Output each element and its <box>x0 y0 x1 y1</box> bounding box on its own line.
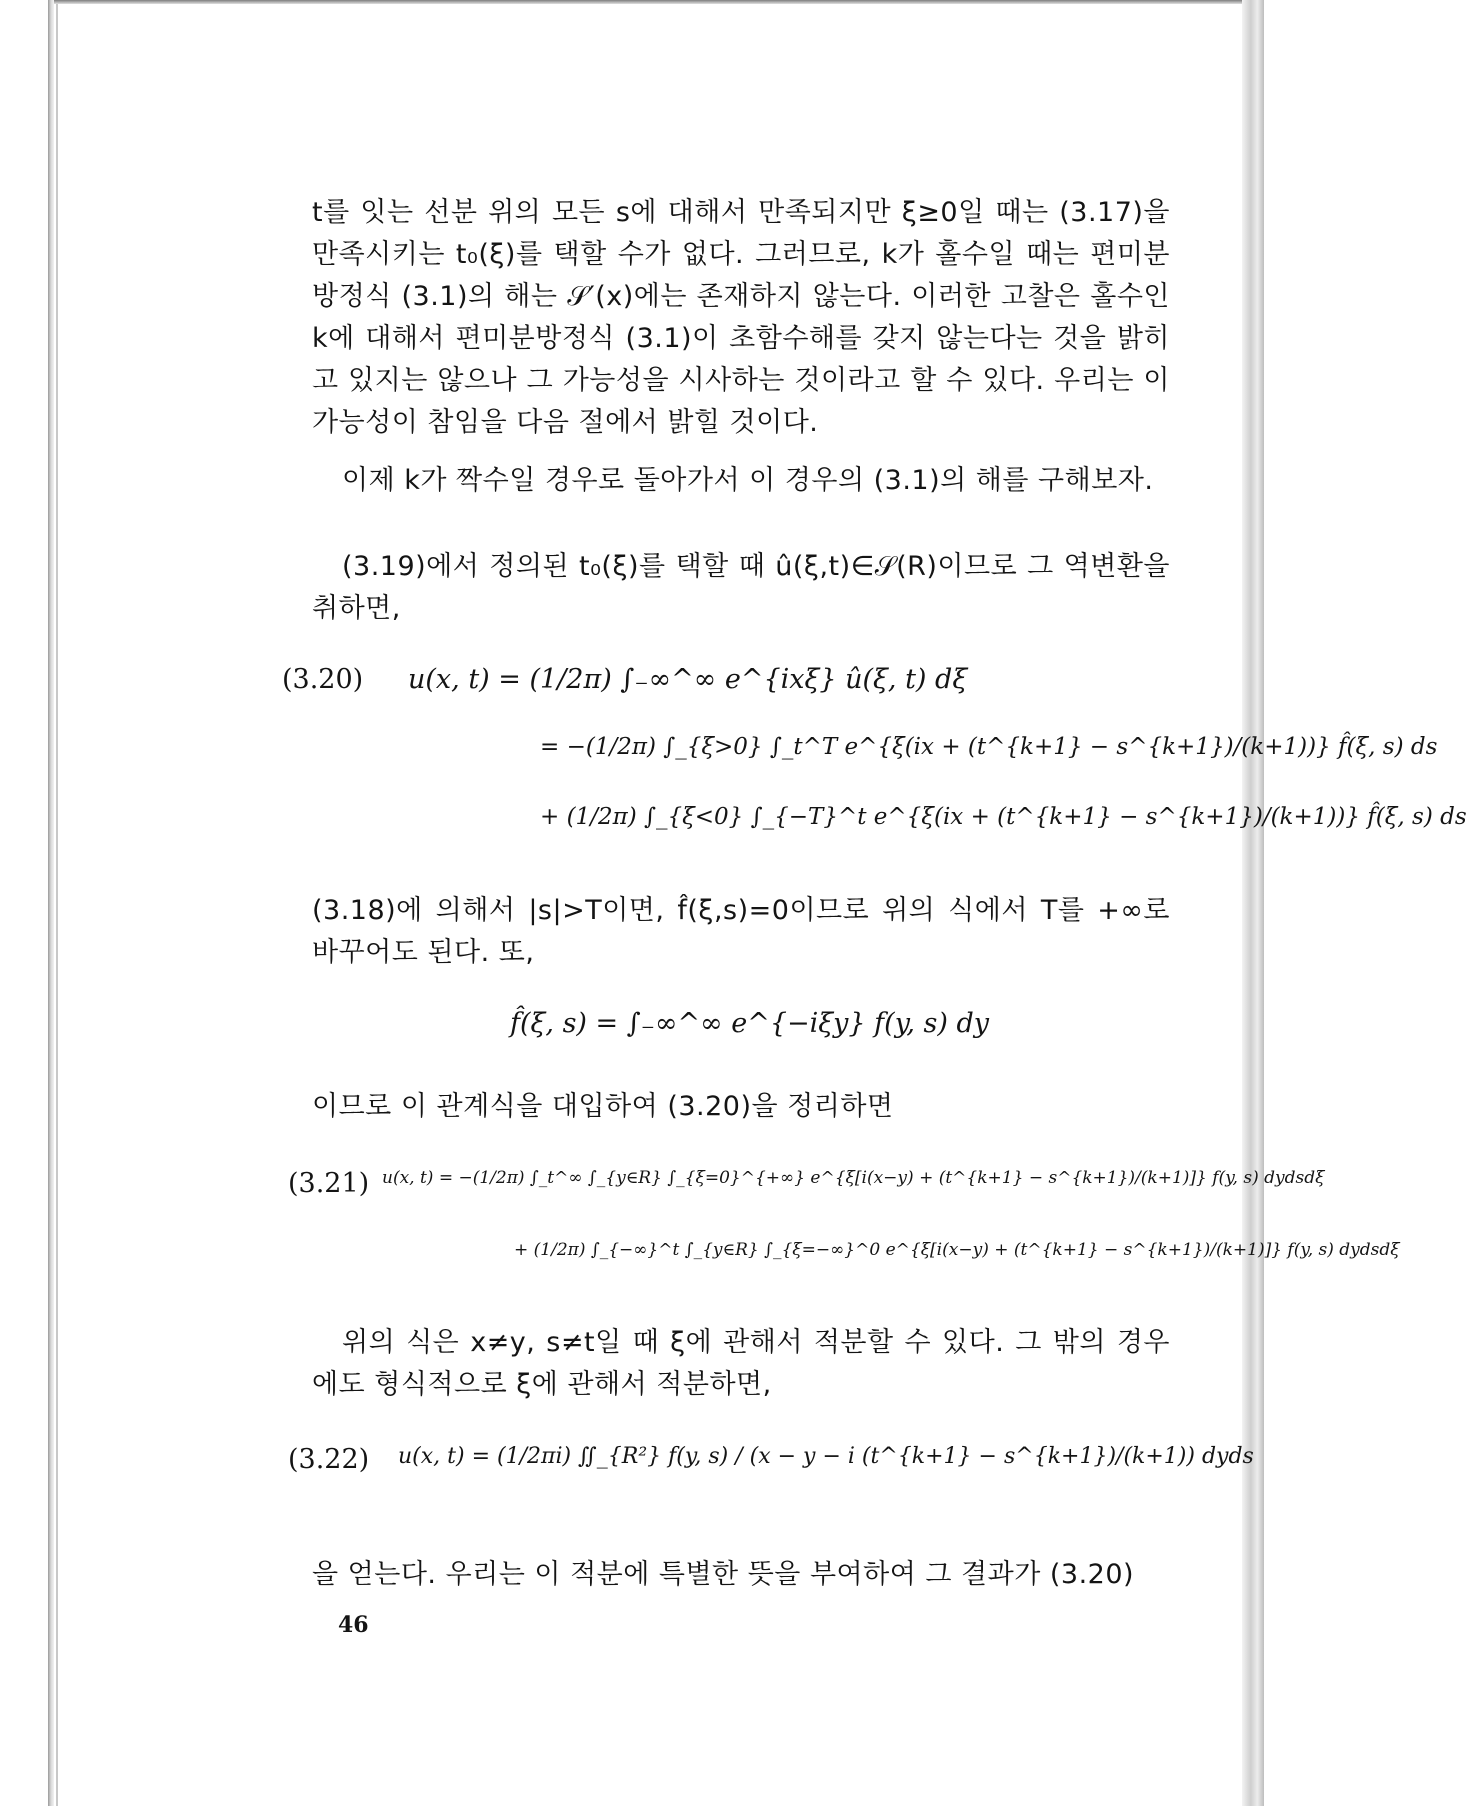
paragraph-4: (3.18)에 의해서 |s|>T이면, f̂(ξ,s)=0이므로 위의 식에서 T를 +∞로 바꾸어도 된다. 또, <box>312 895 1170 968</box>
equation-line: u(x, t) = −(1/2π) ∫_t^∞ ∫_{y∈R} ∫_{ξ=0}^{+∞} e^{ξ[i(x−y) + (t^{k+1} − s^{k+1})/(k+1)]} f(y, s) dydsdξ <box>382 1168 1325 1188</box>
equation-line: u(x, t) = (1/2πi) ∬_{R²} f(y, s) / (x − y − i (t^{k+1} − s^{k+1})/(k+1)) dyds <box>398 1444 1254 1469</box>
paragraph-3-block <box>312 546 1170 630</box>
book-spine-line <box>56 0 58 1806</box>
paragraph-5: 이므로 이 관계식을 대입하여 (3.20)을 정리하면 <box>312 1091 894 1122</box>
paragraph-6: 위의 식은 x≠y, s≠t일 때 ξ에 관해서 적분할 수 있다. 그 밖의 경우에도 형식적으로 ξ에 관해서 적분하면, <box>312 1327 1170 1400</box>
equation-3-22 <box>288 1444 1254 1524</box>
book-page <box>60 4 1467 1804</box>
equation-number: (3.22) <box>288 1444 370 1475</box>
paragraph-7: 을 얻는다. 우리는 이 적분에 특별한 뜻을 부여하여 그 결과가 (3.20) <box>312 1559 1135 1590</box>
paragraph-1: t를 잇는 선분 위의 모든 s에 대해서 만족되지만 ξ≥0일 때는 (3.17)을 만족시키는 t₀(ξ)를 택할 수가 없다. 그러므로, k가 홀수일 때는 편미분방정식 (3.1)의 해는 𝒮′(x)에는 존재하지 않는다. 이러한 고찰은 홀수인 k에 대해서 편미분방정식 (3.1)이 초함수해를 갖지 않는다는 것을 밝히고 있지는 않으나 그 가능성을 시사하는 것이라고 할 수 있다. 우리는 이 가능성이 참임을 다음 절에서 밝힐 것이다. <box>312 197 1170 438</box>
equation-line: f̂(ξ, s) = ∫₋∞^∞ e^{−iξy} f(y, s) dy <box>510 1008 990 1039</box>
paragraph-3: (3.19)에서 정의된 t₀(ξ)를 택할 때 û(ξ,t)∈𝒮(R)이므로 그 역변환을 취하면, <box>312 551 1170 624</box>
equation-fhat <box>510 1008 1010 1058</box>
equation-line: + (1/2π) ∫_{−∞}^t ∫_{y∈R} ∫_{ξ=−∞}^0 e^{ξ[i(x−y) + (t^{k+1} − s^{k+1})/(k+1)]} f(y, s) dydsdξ <box>514 1240 1400 1260</box>
equation-line: u(x, t) = (1/2π) ∫₋∞^∞ e^{ixξ} û(ξ, t) dξ <box>408 664 968 695</box>
paragraph-5-block <box>312 1086 1170 1128</box>
equation-line: + (1/2π) ∫_{ξ<0} ∫_{−T}^t e^{ξ(ix + (t^{k+1} − s^{k+1})/(k+1))} f̂(ξ, s) ds <box>540 804 1467 830</box>
equation-3-21 <box>288 1168 1400 1298</box>
equation-number: (3.21) <box>288 1168 370 1199</box>
equation-number: (3.20) <box>282 664 364 695</box>
equation-3-20 <box>282 664 1467 854</box>
paragraph-2-block <box>312 460 1170 502</box>
equation-line: = −(1/2π) ∫_{ξ>0} ∫_t^T e^{ξ(ix + (t^{k+1} − s^{k+1})/(k+1))} f̂(ξ, s) ds <box>540 734 1438 760</box>
book-spine-shadow <box>48 0 54 1806</box>
paragraph-2: 이제 k가 짝수일 경우로 돌아가서 이 경우의 (3.1)의 해를 구해보자. <box>342 465 1154 496</box>
paragraph-7-block <box>312 1554 1170 1596</box>
book-right-edge <box>1242 0 1264 1806</box>
paragraph-1-block <box>312 192 1170 444</box>
page-number: 46 <box>338 1612 369 1638</box>
paragraph-4-block <box>312 890 1170 974</box>
paragraph-6-block <box>312 1322 1170 1406</box>
